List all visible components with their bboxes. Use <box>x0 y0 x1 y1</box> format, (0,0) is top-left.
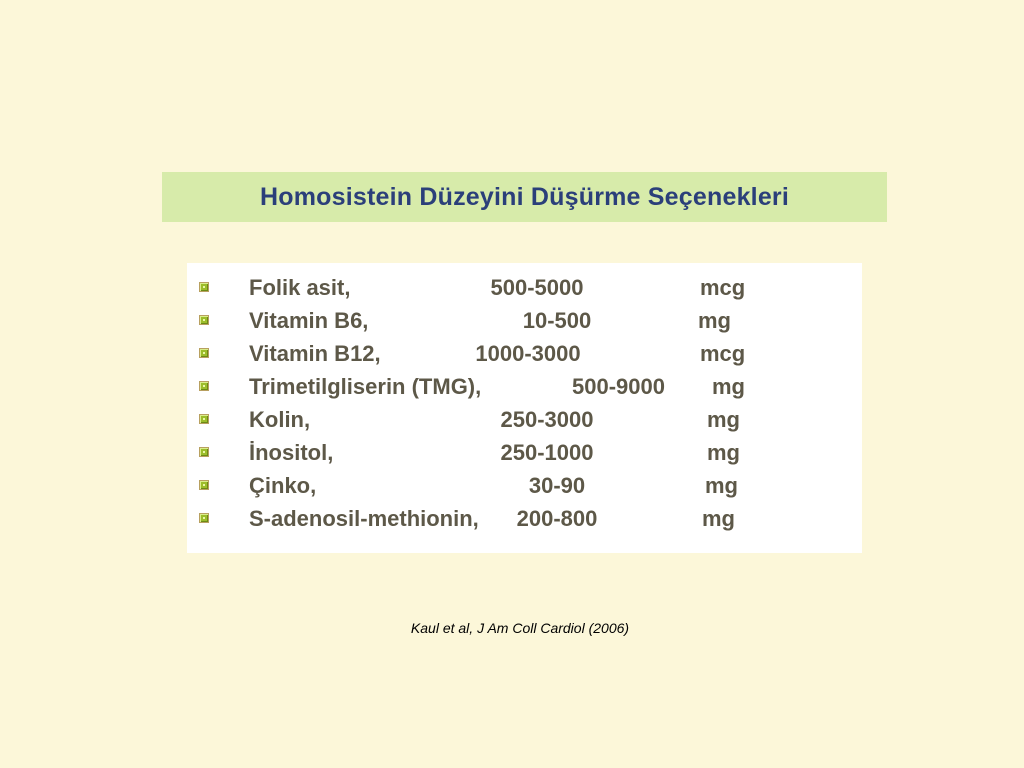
square-bullet-icon <box>199 315 209 325</box>
dose-range: 1000-3000 <box>475 341 581 366</box>
square-bullet-icon <box>199 282 209 292</box>
dose-unit: mg <box>698 308 731 333</box>
supplement-list <box>187 269 862 533</box>
square-bullet-icon <box>199 414 209 424</box>
dose-range: 500-5000 <box>490 275 584 300</box>
list-item <box>187 269 862 302</box>
dose-range: 250-3000 <box>500 407 594 432</box>
supplement-name: S-adenosil-methionin, <box>249 506 479 531</box>
supplement-name: Trimetilgliserin (TMG), <box>249 374 482 399</box>
dose-unit: mcg <box>700 275 746 300</box>
square-bullet-icon <box>199 480 209 490</box>
supplement-list-panel <box>187 263 862 553</box>
page-title: Homosistein Düzeyini Düşürme Seçenekleri <box>259 182 789 211</box>
title-banner <box>162 172 887 222</box>
square-bullet-icon <box>199 348 209 358</box>
supplement-name: Çinko, <box>249 473 317 498</box>
dose-unit: mg <box>707 407 740 432</box>
list-item <box>187 401 862 434</box>
dose-range: 30-90 <box>528 473 586 498</box>
supplement-name: Vitamin B6, <box>249 308 369 333</box>
supplement-name: Vitamin B12, <box>249 341 381 366</box>
list-item <box>187 434 862 467</box>
square-bullet-icon <box>199 381 209 391</box>
dose-unit: mg <box>712 374 745 399</box>
dose-unit: mcg <box>700 341 746 366</box>
dose-range: 500-9000 <box>572 374 665 399</box>
list-item <box>187 467 862 500</box>
dose-unit: mg <box>707 440 740 465</box>
dose-unit: mg <box>705 473 738 498</box>
supplement-name: Kolin, <box>249 407 311 432</box>
list-item <box>187 302 862 335</box>
list-item <box>187 335 862 368</box>
square-bullet-icon <box>199 447 209 457</box>
list-item <box>187 368 862 401</box>
supplement-name: Folik asit, <box>249 275 351 300</box>
dose-range: 250-1000 <box>500 440 594 465</box>
list-item <box>187 500 862 533</box>
dose-range: 10-500 <box>522 308 592 333</box>
square-bullet-icon <box>199 513 209 523</box>
dose-unit: mg <box>702 506 735 531</box>
citation: Kaul et al, J Am Coll Cardiol (2006) <box>410 620 630 636</box>
supplement-name: İnositol, <box>249 440 334 465</box>
dose-range: 200-800 <box>516 506 598 531</box>
